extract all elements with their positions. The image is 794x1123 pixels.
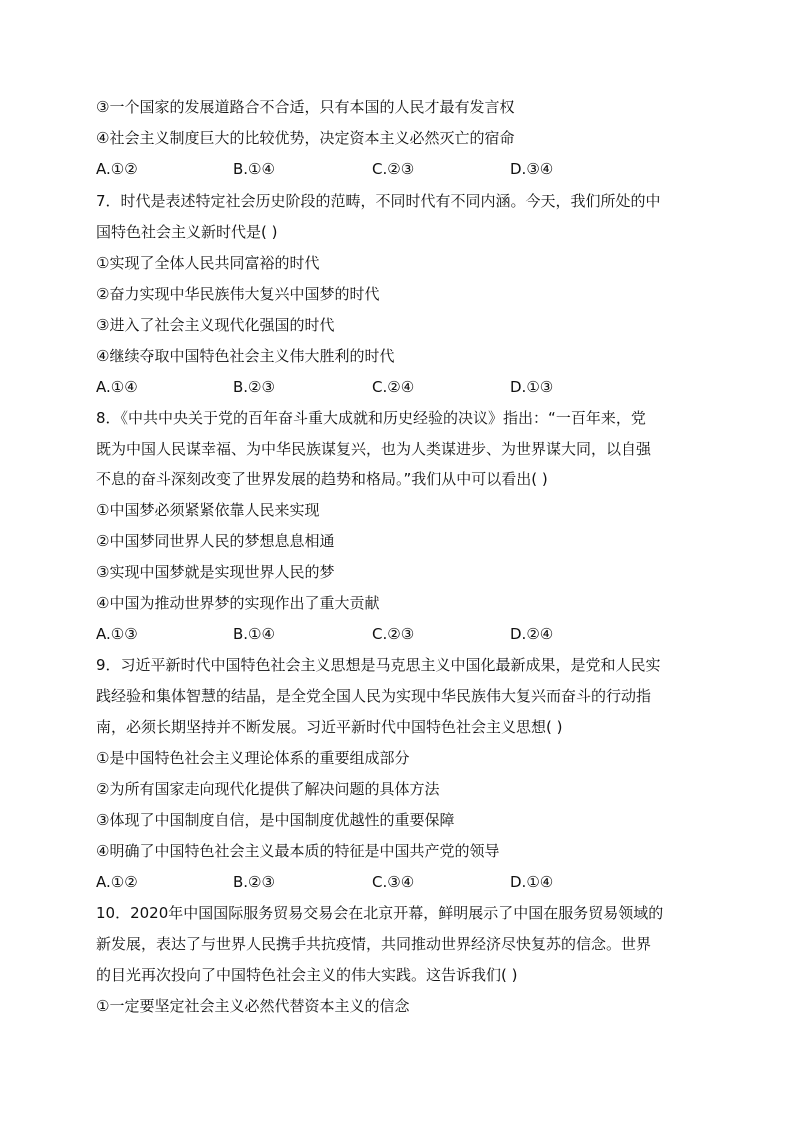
option-d[interactable]: D.①④: [510, 873, 554, 891]
question-10-stem: 10．2020年中国国际服务贸易交易会在北京开幕，鲜明展示了中国在服务贸易领域的: [96, 904, 664, 922]
question-7-stem: 7．时代是表述特定社会历史阶段的范畴，不同时代有不同内涵。今天，我们所处的中: [96, 192, 661, 210]
option-c[interactable]: C.②③: [372, 160, 415, 178]
choice-item: ③进入了社会主义现代化强国的时代: [96, 316, 335, 334]
choice-item: ①一定要坚定社会主义必然代替资本主义的信念: [96, 997, 410, 1015]
option-b[interactable]: B.②③: [233, 873, 275, 891]
answer-options: [96, 159, 706, 179]
option-d[interactable]: D.③④: [510, 160, 554, 178]
option-d[interactable]: D.②④: [510, 625, 554, 643]
choice-item: ②奋力实现中华民族伟大复兴中国梦的时代: [96, 285, 380, 303]
option-a[interactable]: A.①②: [96, 160, 138, 178]
question-8-stem: 8．《中共中央关于党的百年奋斗重大成就和历史经验的决议》指出：“一百年来，党: [96, 409, 646, 427]
option-c[interactable]: C.②③: [372, 625, 415, 643]
question-10-stem: 新发展，表达了与世界人民携手共抗疫情，共同推动世界经济尽快复苏的信念。世界: [96, 935, 652, 953]
question-8-stem: 既为中国人民谋幸福、为中华民族谋复兴，也为人类谋进步、为世界谋大同，以自强: [96, 440, 652, 458]
option-a[interactable]: A.①④: [96, 378, 138, 396]
question-10-stem: 的目光再次投向了中国特色社会主义的伟大实践。这告诉我们( ): [96, 966, 518, 984]
question-9-stem: 9．习近平新时代中国特色社会主义思想是马克思主义中国化最新成果，是党和人民实: [96, 656, 661, 674]
question-7-stem: 国特色社会主义新时代是( ): [96, 223, 278, 241]
answer-options: [96, 624, 706, 644]
option-a[interactable]: A.①②: [96, 873, 138, 891]
choice-item: ④明确了中国特色社会主义最本质的特征是中国共产党的领导: [96, 842, 500, 860]
choice-item: ①中国梦必须紧紧依靠人民来实现: [96, 501, 320, 519]
choice-item: ②为所有国家走向现代化提供了解决问题的具体方法: [96, 780, 440, 798]
option-c[interactable]: C.③④: [372, 873, 415, 891]
choice-item: ②中国梦同世界人民的梦想息息相通: [96, 532, 335, 550]
choice-item: ④中国为推动世界梦的实现作出了重大贡献: [96, 594, 380, 612]
option-d[interactable]: D.①③: [510, 378, 554, 396]
question-9-stem: 南，必须长期坚持并不断发展。习近平新时代中国特色社会主义思想( ): [96, 718, 563, 736]
option-b[interactable]: B.①④: [233, 625, 275, 643]
choice-item: ④继续夺取中国特色社会主义伟大胜利的时代: [96, 347, 395, 365]
choice-item: ③一个国家的发展道路合不合适，只有本国的人民才最有发言权: [96, 98, 515, 116]
choice-item: ④社会主义制度巨大的比较优势，决定资本主义必然灭亡的宿命: [96, 129, 515, 147]
choice-item: ①实现了全体人民共同富裕的时代: [96, 254, 320, 272]
answer-options: [96, 377, 706, 397]
choice-item: ①是中国特色社会主义理论体系的重要组成部分: [96, 749, 410, 767]
option-b[interactable]: B.①④: [233, 160, 275, 178]
question-8-stem: 不息的奋斗深刻改变了世界发展的趋势和格局。”我们从中可以看出( ): [96, 470, 548, 488]
option-b[interactable]: B.②③: [233, 378, 275, 396]
choice-item: ③实现中国梦就是实现世界人民的梦: [96, 563, 335, 581]
answer-options: [96, 872, 706, 892]
option-c[interactable]: C.②④: [372, 378, 415, 396]
option-a[interactable]: A.①③: [96, 625, 138, 643]
question-9-stem: 践经验和集体智慧的结晶，是全党全国人民为实现中华民族伟大复兴而奋斗的行动指: [96, 687, 652, 705]
choice-item: ③体现了中国制度自信，是中国制度优越性的重要保障: [96, 811, 455, 829]
